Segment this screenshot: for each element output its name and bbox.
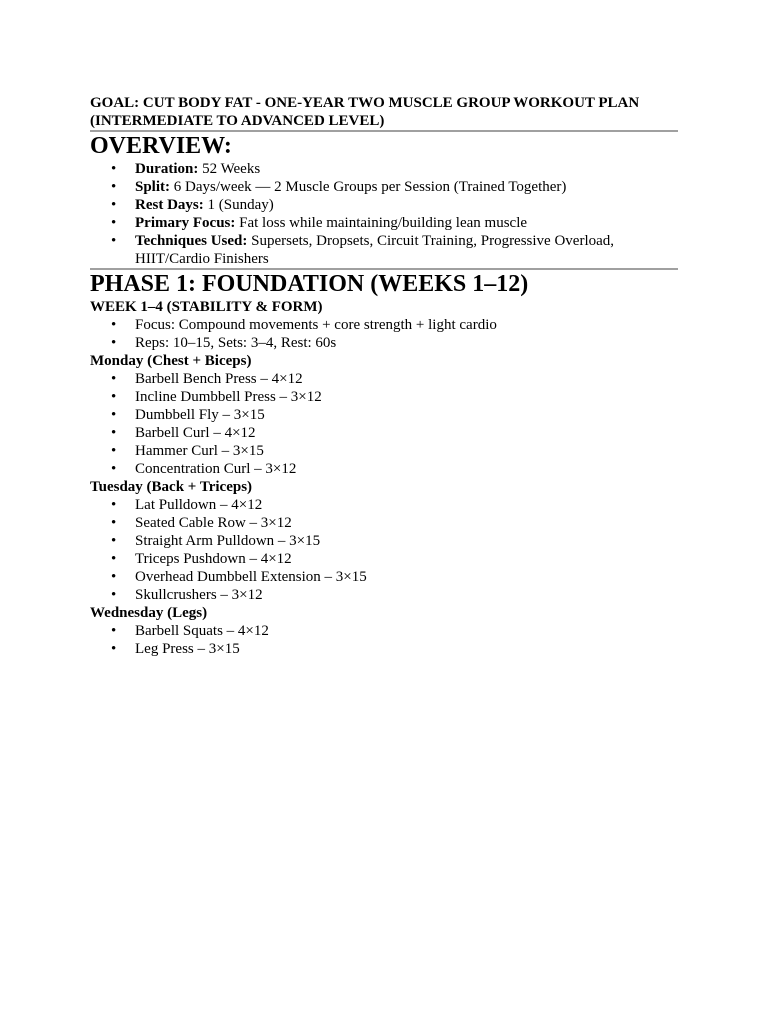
list-item-text: Reps: 10–15, Sets: 3–4, Rest: 60s bbox=[135, 335, 337, 351]
list-item bbox=[90, 640, 678, 658]
bullet-icon: • bbox=[111, 335, 117, 351]
list-item bbox=[90, 442, 678, 460]
overview-item-text: 1 (Sunday) bbox=[203, 197, 274, 213]
exercise-text: Barbell Squats – 4×12 bbox=[135, 623, 269, 639]
overview-item-split bbox=[90, 178, 678, 196]
bullet-icon: • bbox=[111, 371, 117, 387]
overview-item-techniques bbox=[90, 232, 678, 268]
exercise-text: Incline Dumbbell Press – 3×12 bbox=[135, 389, 322, 405]
overview-item-text: 6 Days/week — 2 Muscle Groups per Session (Trained Together) bbox=[170, 179, 567, 195]
bullet-icon: • bbox=[111, 215, 117, 231]
exercise-text: Dumbbell Fly – 3×15 bbox=[135, 407, 265, 423]
overview-item-primary-focus bbox=[90, 214, 678, 232]
exercise-text: Barbell Curl – 4×12 bbox=[135, 425, 256, 441]
exercise-text: Lat Pulldown – 4×12 bbox=[135, 497, 263, 513]
list-item bbox=[90, 532, 678, 550]
bullet-icon: • bbox=[111, 641, 117, 657]
exercise-text: Hammer Curl – 3×15 bbox=[135, 443, 264, 459]
exercise-text: Concentration Curl – 3×12 bbox=[135, 461, 297, 477]
overview-list bbox=[90, 160, 678, 268]
bullet-icon: • bbox=[111, 407, 117, 423]
list-item bbox=[90, 622, 678, 640]
bullet-icon: • bbox=[111, 587, 117, 603]
list-item bbox=[90, 496, 678, 514]
overview-item-text: 52 Weeks bbox=[198, 161, 261, 177]
goal-title-line-1: GOAL: CUT BODY FAT - ONE-YEAR TWO MUSCLE GROUP WORKOUT PLAN bbox=[90, 95, 640, 111]
exercise-list-wednesday bbox=[90, 622, 678, 658]
bullet-icon: • bbox=[111, 443, 117, 459]
overview-item-duration bbox=[90, 160, 678, 178]
week-1-4-heading: WEEK 1–4 (STABILITY & FORM) bbox=[90, 299, 323, 315]
bullet-icon: • bbox=[111, 623, 117, 639]
list-item bbox=[90, 586, 678, 604]
list-item bbox=[90, 550, 678, 568]
bullet-icon: • bbox=[111, 425, 117, 441]
bullet-icon: • bbox=[111, 515, 117, 531]
overview-item-label: Primary Focus: bbox=[135, 215, 236, 231]
list-item bbox=[90, 334, 678, 352]
overview-item-label: Rest Days: bbox=[135, 197, 204, 213]
phase-1-heading: PHASE 1: FOUNDATION (WEEKS 1–12) bbox=[90, 271, 529, 297]
exercise-text: Skullcrushers – 3×12 bbox=[135, 587, 263, 603]
bullet-icon: • bbox=[111, 551, 117, 567]
list-item bbox=[90, 514, 678, 532]
day-heading-wednesday: Wednesday (Legs) bbox=[90, 605, 208, 621]
list-item bbox=[90, 568, 678, 586]
bullet-icon: • bbox=[111, 161, 117, 177]
overview-heading: OVERVIEW: bbox=[90, 133, 232, 159]
goal-title-line-2: (INTERMEDIATE TO ADVANCED LEVEL) bbox=[90, 113, 385, 129]
exercise-list-monday bbox=[90, 370, 678, 478]
bullet-icon: • bbox=[111, 569, 117, 585]
list-item bbox=[90, 460, 678, 478]
exercise-text: Barbell Bench Press – 4×12 bbox=[135, 371, 303, 387]
overview-item-label: Techniques Used: bbox=[135, 233, 248, 249]
exercise-text: Straight Arm Pulldown – 3×15 bbox=[135, 533, 321, 549]
overview-item-label: Duration: bbox=[135, 161, 199, 177]
day-heading-tuesday: Tuesday (Back + Triceps) bbox=[90, 479, 253, 495]
list-item bbox=[90, 406, 678, 424]
exercise-text: Seated Cable Row – 3×12 bbox=[135, 515, 292, 531]
week-focus-list bbox=[90, 316, 678, 352]
list-item bbox=[90, 424, 678, 442]
day-heading-monday: Monday (Chest + Biceps) bbox=[90, 353, 252, 369]
exercise-list-tuesday bbox=[90, 496, 678, 604]
bullet-icon: • bbox=[111, 497, 117, 513]
list-item bbox=[90, 370, 678, 388]
bullet-icon: • bbox=[111, 197, 117, 213]
list-item bbox=[90, 316, 678, 334]
bullet-icon: • bbox=[111, 317, 117, 333]
list-item bbox=[90, 388, 678, 406]
list-item-text: Focus: Compound movements + core strength + light cardio bbox=[135, 317, 497, 333]
bullet-icon: • bbox=[111, 389, 117, 405]
exercise-text: Triceps Pushdown – 4×12 bbox=[135, 551, 292, 567]
bullet-icon: • bbox=[111, 533, 117, 549]
bullet-icon: • bbox=[111, 179, 117, 195]
goal-title bbox=[90, 94, 678, 130]
overview-item-text: Fat loss while maintaining/building lean muscle bbox=[235, 215, 528, 231]
exercise-text: Leg Press – 3×15 bbox=[135, 641, 240, 657]
overview-item-rest-days bbox=[90, 196, 678, 214]
exercise-text: Overhead Dumbbell Extension – 3×15 bbox=[135, 569, 367, 585]
bullet-icon: • bbox=[111, 461, 117, 477]
overview-item-label: Split: bbox=[135, 179, 171, 195]
overview-item-text: Supersets, Dropsets, Circuit Training, Progressive Overload, HIIT/Cardio Finishers bbox=[135, 233, 615, 267]
bullet-icon: • bbox=[111, 233, 117, 249]
